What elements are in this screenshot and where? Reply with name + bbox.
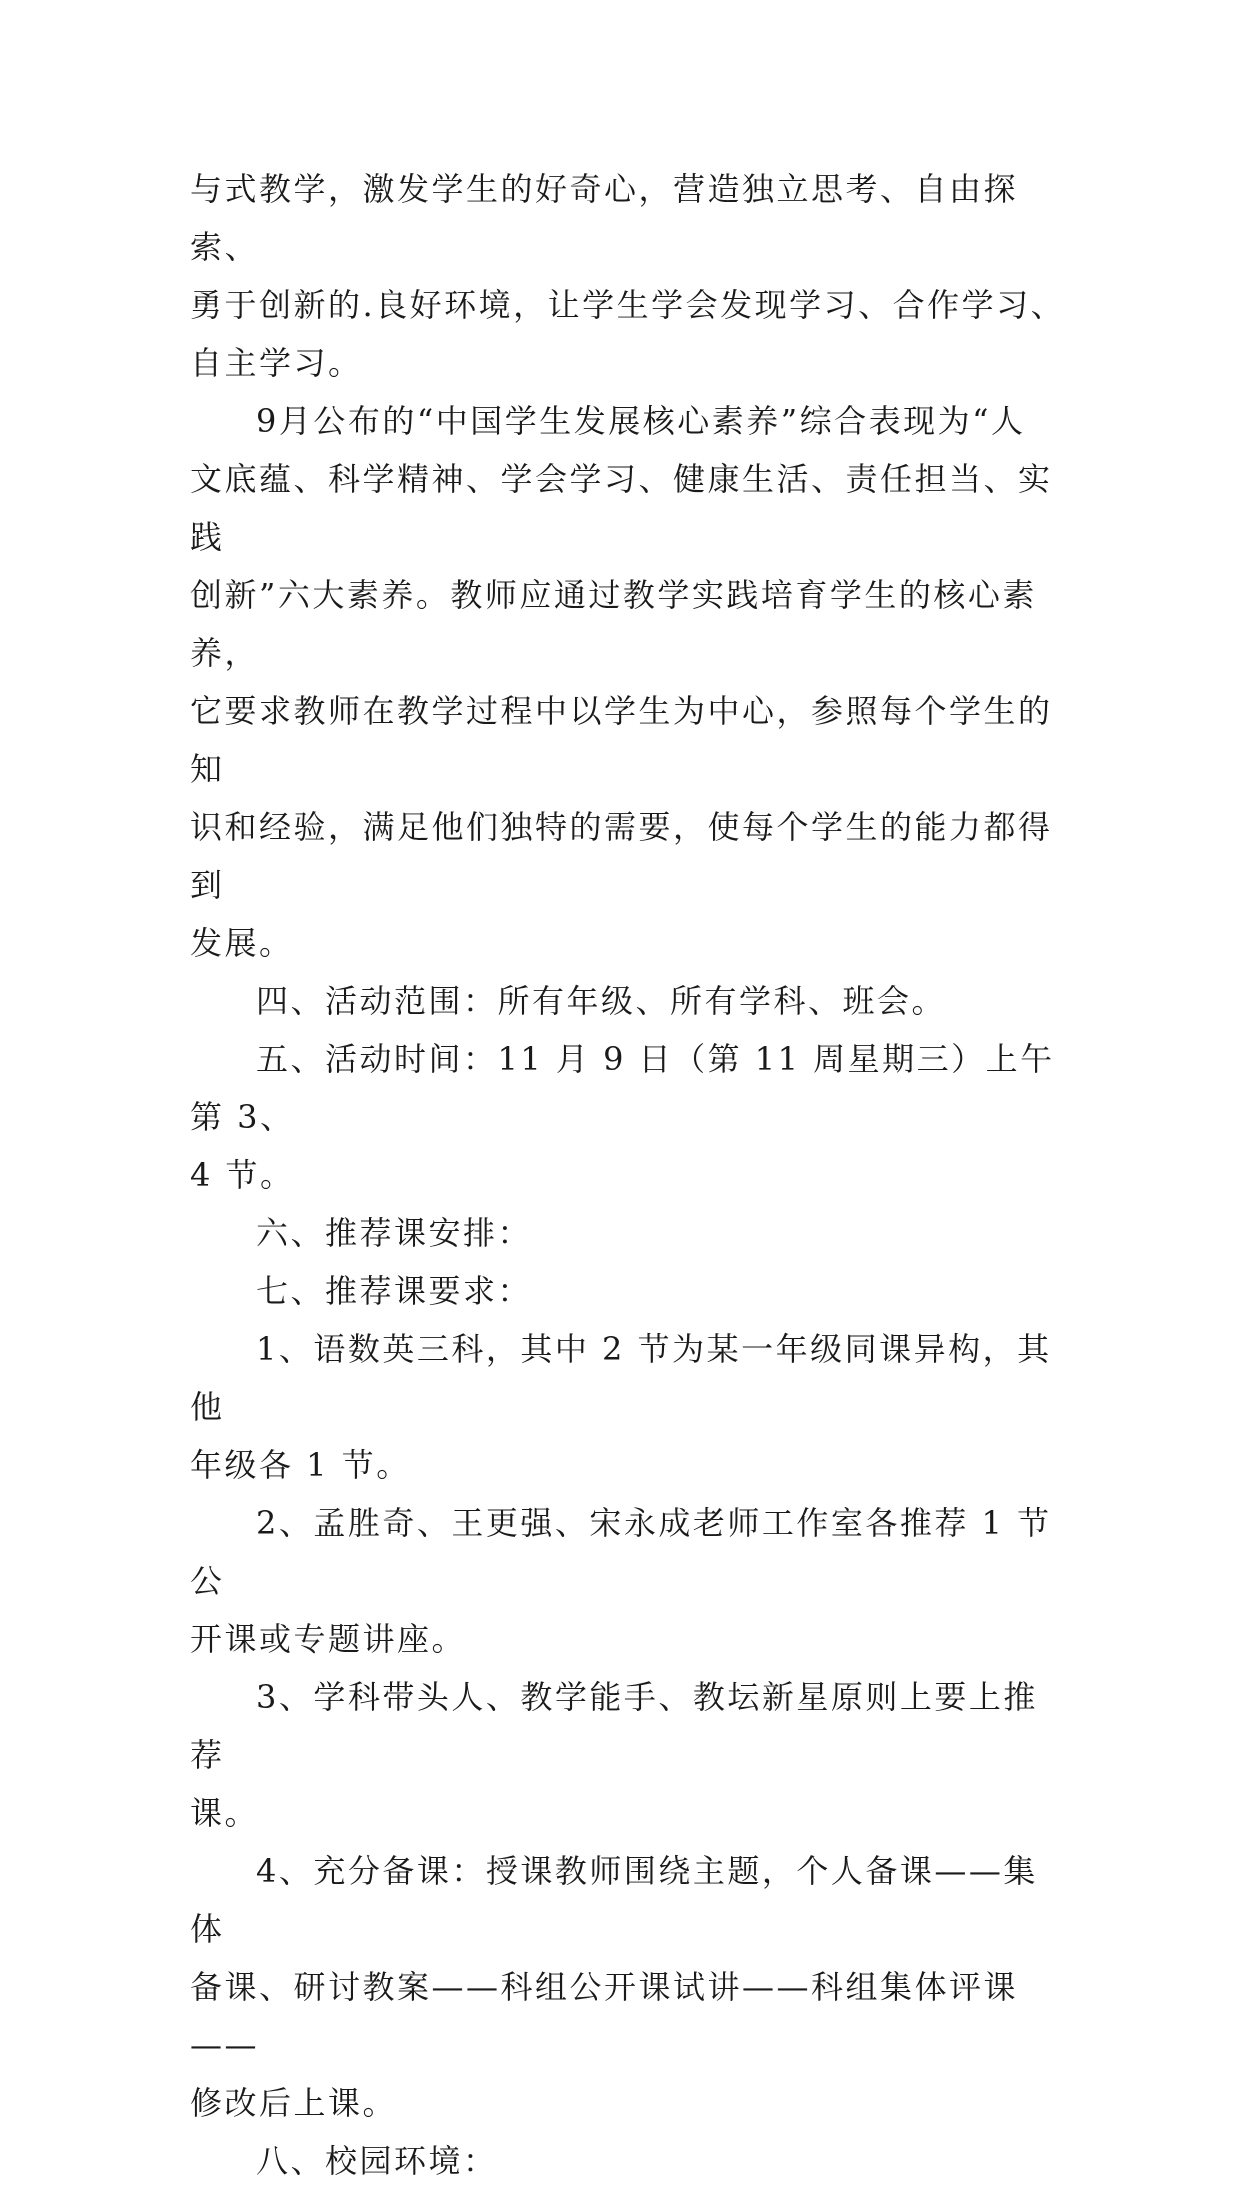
paragraph-requirement-2: 2、孟胜奇、王更强、宋永成老师工作室各推荐 1 节公 开课或专题讲座。 (190, 1504, 1052, 1658)
paragraph-campus-environment: 八、校园环境： (256, 2142, 498, 2180)
paragraph-activity-scope: 四、活动范围：所有年级、所有学科、班会。 (256, 982, 947, 1020)
paragraph-activity-time: 五、活动时间：11 月 9 日（第 11 周星期三）上午第 3、 4 节。 (190, 1040, 1055, 1194)
paragraph-recommended-requirements: 七、推荐课要求： (256, 1272, 533, 1310)
paragraph-intro-continuation: 与式教学，激发学生的好奇心，营造独立思考、自由探索、 勇于创新的.良好环境，让学生学会发现学习、合作学习、 自主学习。 (190, 170, 1066, 382)
paragraph-requirement-3: 3、学科带头人、教学能手、教坛新星原则上要上推荐 课。 (190, 1678, 1038, 1832)
document-body (190, 160, 1070, 2190)
paragraph-requirement-1: 1、语数英三科，其中 2 节为某一年级同课异构，其他 年级各 1 节。 (190, 1330, 1052, 1484)
paragraph-core-literacy: 9月公布的“中国学生发展核心素养”综合表现为“人 文底蕴、科学精神、学会学习、健康生活、责任担当、实践 创新”六大素养。教师应通过教学实践培育学生的核心素养， 它要求教师在教学过程中以学生为中心，参照每个学生的知 识和经验，满足他们独特的需要，使每个学生的能力都得到 发展。 (190, 402, 1053, 962)
paragraph-requirement-4: 4、充分备课：授课教师围绕主题，个人备课——集体 备课、研讨教案——科组公开课试讲——科组集体评课—— 修改后上课。 (190, 1852, 1038, 2122)
paragraph-recommended-arrangement: 六、推荐课安排： (256, 1214, 533, 1252)
